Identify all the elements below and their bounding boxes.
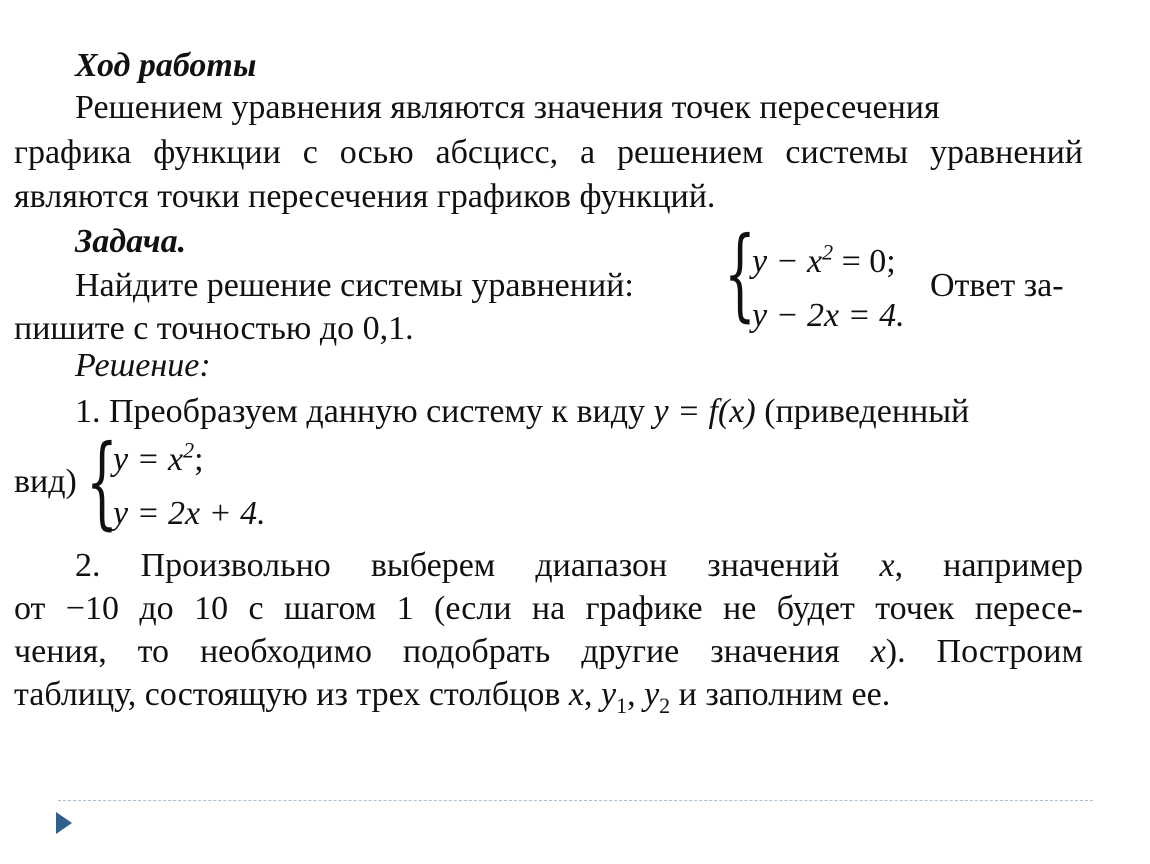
task-line-2: пишите с точностью до 0,1. [14, 310, 414, 347]
solution-heading: Решение: [75, 347, 211, 384]
task-line-1-continued: Ответ за- [930, 267, 1064, 304]
step2-l4-y2: y [644, 676, 660, 713]
step1-equation-2: y = 2x + 4. [113, 495, 266, 532]
step1-label: вид) [14, 463, 77, 500]
intro-line-1: Решением уравнения являются значения точек пересечения [75, 89, 940, 126]
step2-line-3 [14, 632, 1083, 672]
step1-system-brace: { [86, 424, 118, 540]
task-eq1-left: y − x [752, 243, 823, 280]
step2-l4-x: x [568, 676, 584, 713]
intro-line-3: являются точки пересечения графиков функций. [14, 178, 716, 215]
next-slide-arrow-icon[interactable] [56, 812, 72, 834]
step2-l4-text-b: и заполним ее. [670, 676, 891, 713]
step2-l1-text-b: , например [894, 547, 1083, 584]
intro-line-2: графика функции с осью абсцисс, а решением системы уравнений [14, 134, 1083, 171]
step2-l1-x: x [879, 547, 895, 584]
task-heading: Задача. [75, 223, 187, 260]
step2-l3-text-b: ). Построим [885, 633, 1083, 670]
step2-l4-y1: y [600, 676, 617, 713]
step1-eq1-right: ; [194, 441, 204, 478]
step1-eq1-left: y = x [113, 441, 184, 478]
task-eq1-right: = 0; [833, 243, 896, 280]
step2-l4-sep1: , [583, 676, 601, 713]
step1-tail: (приведенный [755, 393, 970, 430]
step2-line-1 [75, 546, 1083, 586]
task-equation-2: y − 2x = 4. [752, 297, 905, 334]
task-system-brace: { [724, 216, 756, 332]
section-heading-course: Ход работы [75, 47, 257, 84]
step1-formula: y = f(x) [653, 393, 756, 430]
step2-l4-text-a: таблицу, состоящую из трех столбцов [14, 676, 569, 713]
task-line-1: Найдите решение системы уравнений: [75, 267, 634, 304]
step1-text: 1. Преобразуем данную систему к виду [75, 393, 654, 430]
step2-l3-x: x [870, 633, 886, 670]
step2-line-4 [14, 675, 891, 718]
task-equation-1 [752, 239, 896, 282]
step2-l4-sub1: 1 [616, 692, 628, 718]
footer-divider [58, 800, 1093, 801]
step1-equation-1 [113, 437, 204, 480]
step2-l1-text-a: 2. Произвольно выберем диапазон значений [75, 547, 880, 584]
step1-line-1 [75, 392, 969, 432]
step2-l4-sub2: 2 [659, 692, 671, 718]
step2-l4-sep2: , [627, 676, 645, 713]
step2-l3-text-a: чения, то необходимо подобрать другие значения [14, 633, 871, 670]
step1-eq1-exponent: 2 [183, 437, 195, 463]
step2-line-2: от −10 до 10 с шагом 1 (если на графике не будет точек пересе- [14, 590, 1083, 627]
task-eq1-exponent: 2 [822, 239, 834, 265]
